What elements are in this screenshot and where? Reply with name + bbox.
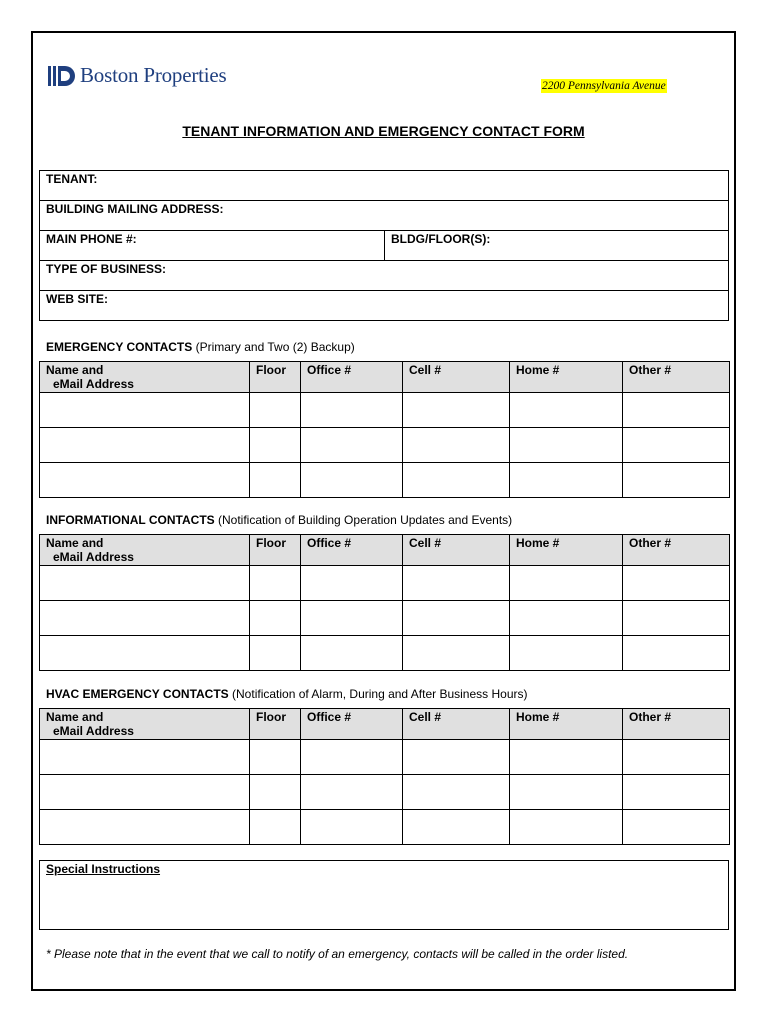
cell-office[interactable]	[301, 463, 403, 498]
cell-name[interactable]	[40, 775, 250, 810]
cell-cell[interactable]	[403, 636, 510, 671]
cell-name[interactable]	[40, 428, 250, 463]
form-title: TENANT INFORMATION AND EMERGENCY CONTACT FORM	[182, 123, 585, 139]
informational-contacts-heading	[46, 513, 512, 527]
column-office: Office #	[301, 535, 403, 566]
column-floor: Floor	[250, 535, 301, 566]
cell-cell[interactable]	[403, 810, 510, 845]
table-row	[40, 775, 730, 810]
column-floor: Floor	[250, 362, 301, 393]
cell-office[interactable]	[301, 428, 403, 463]
table-header-row	[40, 709, 730, 740]
cell-cell[interactable]	[403, 775, 510, 810]
column-name: Name and eMail Address	[40, 709, 250, 740]
bldg-floor-field[interactable]: BLDG/FLOOR(S):	[385, 231, 729, 261]
emergency-contacts-table	[39, 361, 730, 498]
cell-other[interactable]	[623, 566, 730, 601]
cell-cell[interactable]	[403, 566, 510, 601]
cell-home[interactable]	[510, 601, 623, 636]
cell-other[interactable]	[623, 393, 730, 428]
table-header-row	[40, 362, 730, 393]
cell-cell[interactable]	[403, 601, 510, 636]
cell-office[interactable]	[301, 601, 403, 636]
column-home: Home #	[510, 362, 623, 393]
column-cell: Cell #	[403, 709, 510, 740]
cell-office[interactable]	[301, 740, 403, 775]
cell-office[interactable]	[301, 566, 403, 601]
cell-home[interactable]	[510, 566, 623, 601]
website-field[interactable]: WEB SITE:	[40, 291, 729, 321]
cell-office[interactable]	[301, 810, 403, 845]
business-type-field[interactable]: TYPE OF BUSINESS:	[40, 261, 729, 291]
cell-floor[interactable]	[250, 636, 301, 671]
tenant-info-table	[39, 170, 729, 321]
cell-cell[interactable]	[403, 428, 510, 463]
cell-other[interactable]	[623, 428, 730, 463]
cell-floor[interactable]	[250, 740, 301, 775]
table-row	[40, 428, 730, 463]
cell-name[interactable]	[40, 810, 250, 845]
table-row	[40, 566, 730, 601]
mailing-address-field[interactable]: BUILDING MAILING ADDRESS:	[40, 201, 729, 231]
hvac-contacts-title: HVAC EMERGENCY CONTACTS	[46, 687, 229, 701]
cell-name[interactable]	[40, 393, 250, 428]
informational-contacts-table	[39, 534, 730, 671]
cell-office[interactable]	[301, 636, 403, 671]
cell-name[interactable]	[40, 740, 250, 775]
cell-floor[interactable]	[250, 775, 301, 810]
table-row	[40, 393, 730, 428]
cell-floor[interactable]	[250, 601, 301, 636]
table-row	[40, 463, 730, 498]
cell-other[interactable]	[623, 810, 730, 845]
cell-office[interactable]	[301, 775, 403, 810]
cell-other[interactable]	[623, 636, 730, 671]
column-office: Office #	[301, 362, 403, 393]
cell-home[interactable]	[510, 775, 623, 810]
cell-cell[interactable]	[403, 463, 510, 498]
emergency-contacts-subtitle: (Primary and Two (2) Backup)	[192, 340, 355, 354]
cell-floor[interactable]	[250, 810, 301, 845]
table-row	[40, 601, 730, 636]
company-name: Boston Properties	[80, 63, 227, 87]
column-home: Home #	[510, 535, 623, 566]
column-office: Office #	[301, 709, 403, 740]
cell-name[interactable]	[40, 636, 250, 671]
cell-office[interactable]	[301, 393, 403, 428]
cell-cell[interactable]	[403, 393, 510, 428]
property-address: 2200 Pennsylvania Avenue	[542, 80, 666, 92]
informational-contacts-title: INFORMATIONAL CONTACTS	[46, 513, 215, 527]
cell-floor[interactable]	[250, 428, 301, 463]
tenant-field[interactable]: TENANT:	[40, 171, 729, 201]
emergency-contacts-heading	[46, 340, 355, 354]
cell-home[interactable]	[510, 636, 623, 671]
cell-name[interactable]	[40, 463, 250, 498]
informational-contacts-subtitle: (Notification of Building Operation Updates and Events)	[214, 513, 513, 527]
column-cell: Cell #	[403, 535, 510, 566]
company-logo	[48, 63, 227, 88]
cell-home[interactable]	[510, 463, 623, 498]
column-other: Other #	[623, 535, 730, 566]
column-name: Name and eMail Address	[40, 362, 250, 393]
footer-note: * Please note that in the event that we call to notify of an emergency, contacts will be called in the order listed.	[46, 947, 629, 961]
cell-other[interactable]	[623, 740, 730, 775]
cell-floor[interactable]	[250, 463, 301, 498]
column-name: Name and eMail Address	[40, 535, 250, 566]
column-floor: Floor	[250, 709, 301, 740]
boston-properties-logo-icon	[48, 65, 75, 87]
form-page	[31, 31, 736, 991]
cell-floor[interactable]	[250, 566, 301, 601]
cell-name[interactable]	[40, 566, 250, 601]
column-home: Home #	[510, 709, 623, 740]
table-row	[40, 636, 730, 671]
cell-home[interactable]	[510, 740, 623, 775]
cell-home[interactable]	[510, 810, 623, 845]
special-instructions-box[interactable]	[39, 860, 729, 930]
hvac-contacts-subtitle: (Notification of Alarm, During and After Business Hours)	[228, 687, 528, 701]
cell-floor[interactable]	[250, 393, 301, 428]
cell-other[interactable]	[623, 775, 730, 810]
cell-other[interactable]	[623, 463, 730, 498]
table-row	[40, 740, 730, 775]
cell-home[interactable]	[510, 393, 623, 428]
cell-name[interactable]	[40, 601, 250, 636]
hvac-contacts-table	[39, 708, 730, 845]
column-cell: Cell #	[403, 362, 510, 393]
cell-cell[interactable]	[403, 740, 510, 775]
column-other: Other #	[623, 709, 730, 740]
column-other: Other #	[623, 362, 730, 393]
table-header-row	[40, 535, 730, 566]
special-instructions-label: Special Instructions	[46, 862, 161, 876]
main-phone-field[interactable]: MAIN PHONE #:	[40, 231, 385, 261]
cell-home[interactable]	[510, 428, 623, 463]
cell-other[interactable]	[623, 601, 730, 636]
emergency-contacts-title: EMERGENCY CONTACTS	[46, 340, 193, 354]
table-row	[40, 810, 730, 845]
hvac-contacts-heading	[46, 687, 527, 701]
